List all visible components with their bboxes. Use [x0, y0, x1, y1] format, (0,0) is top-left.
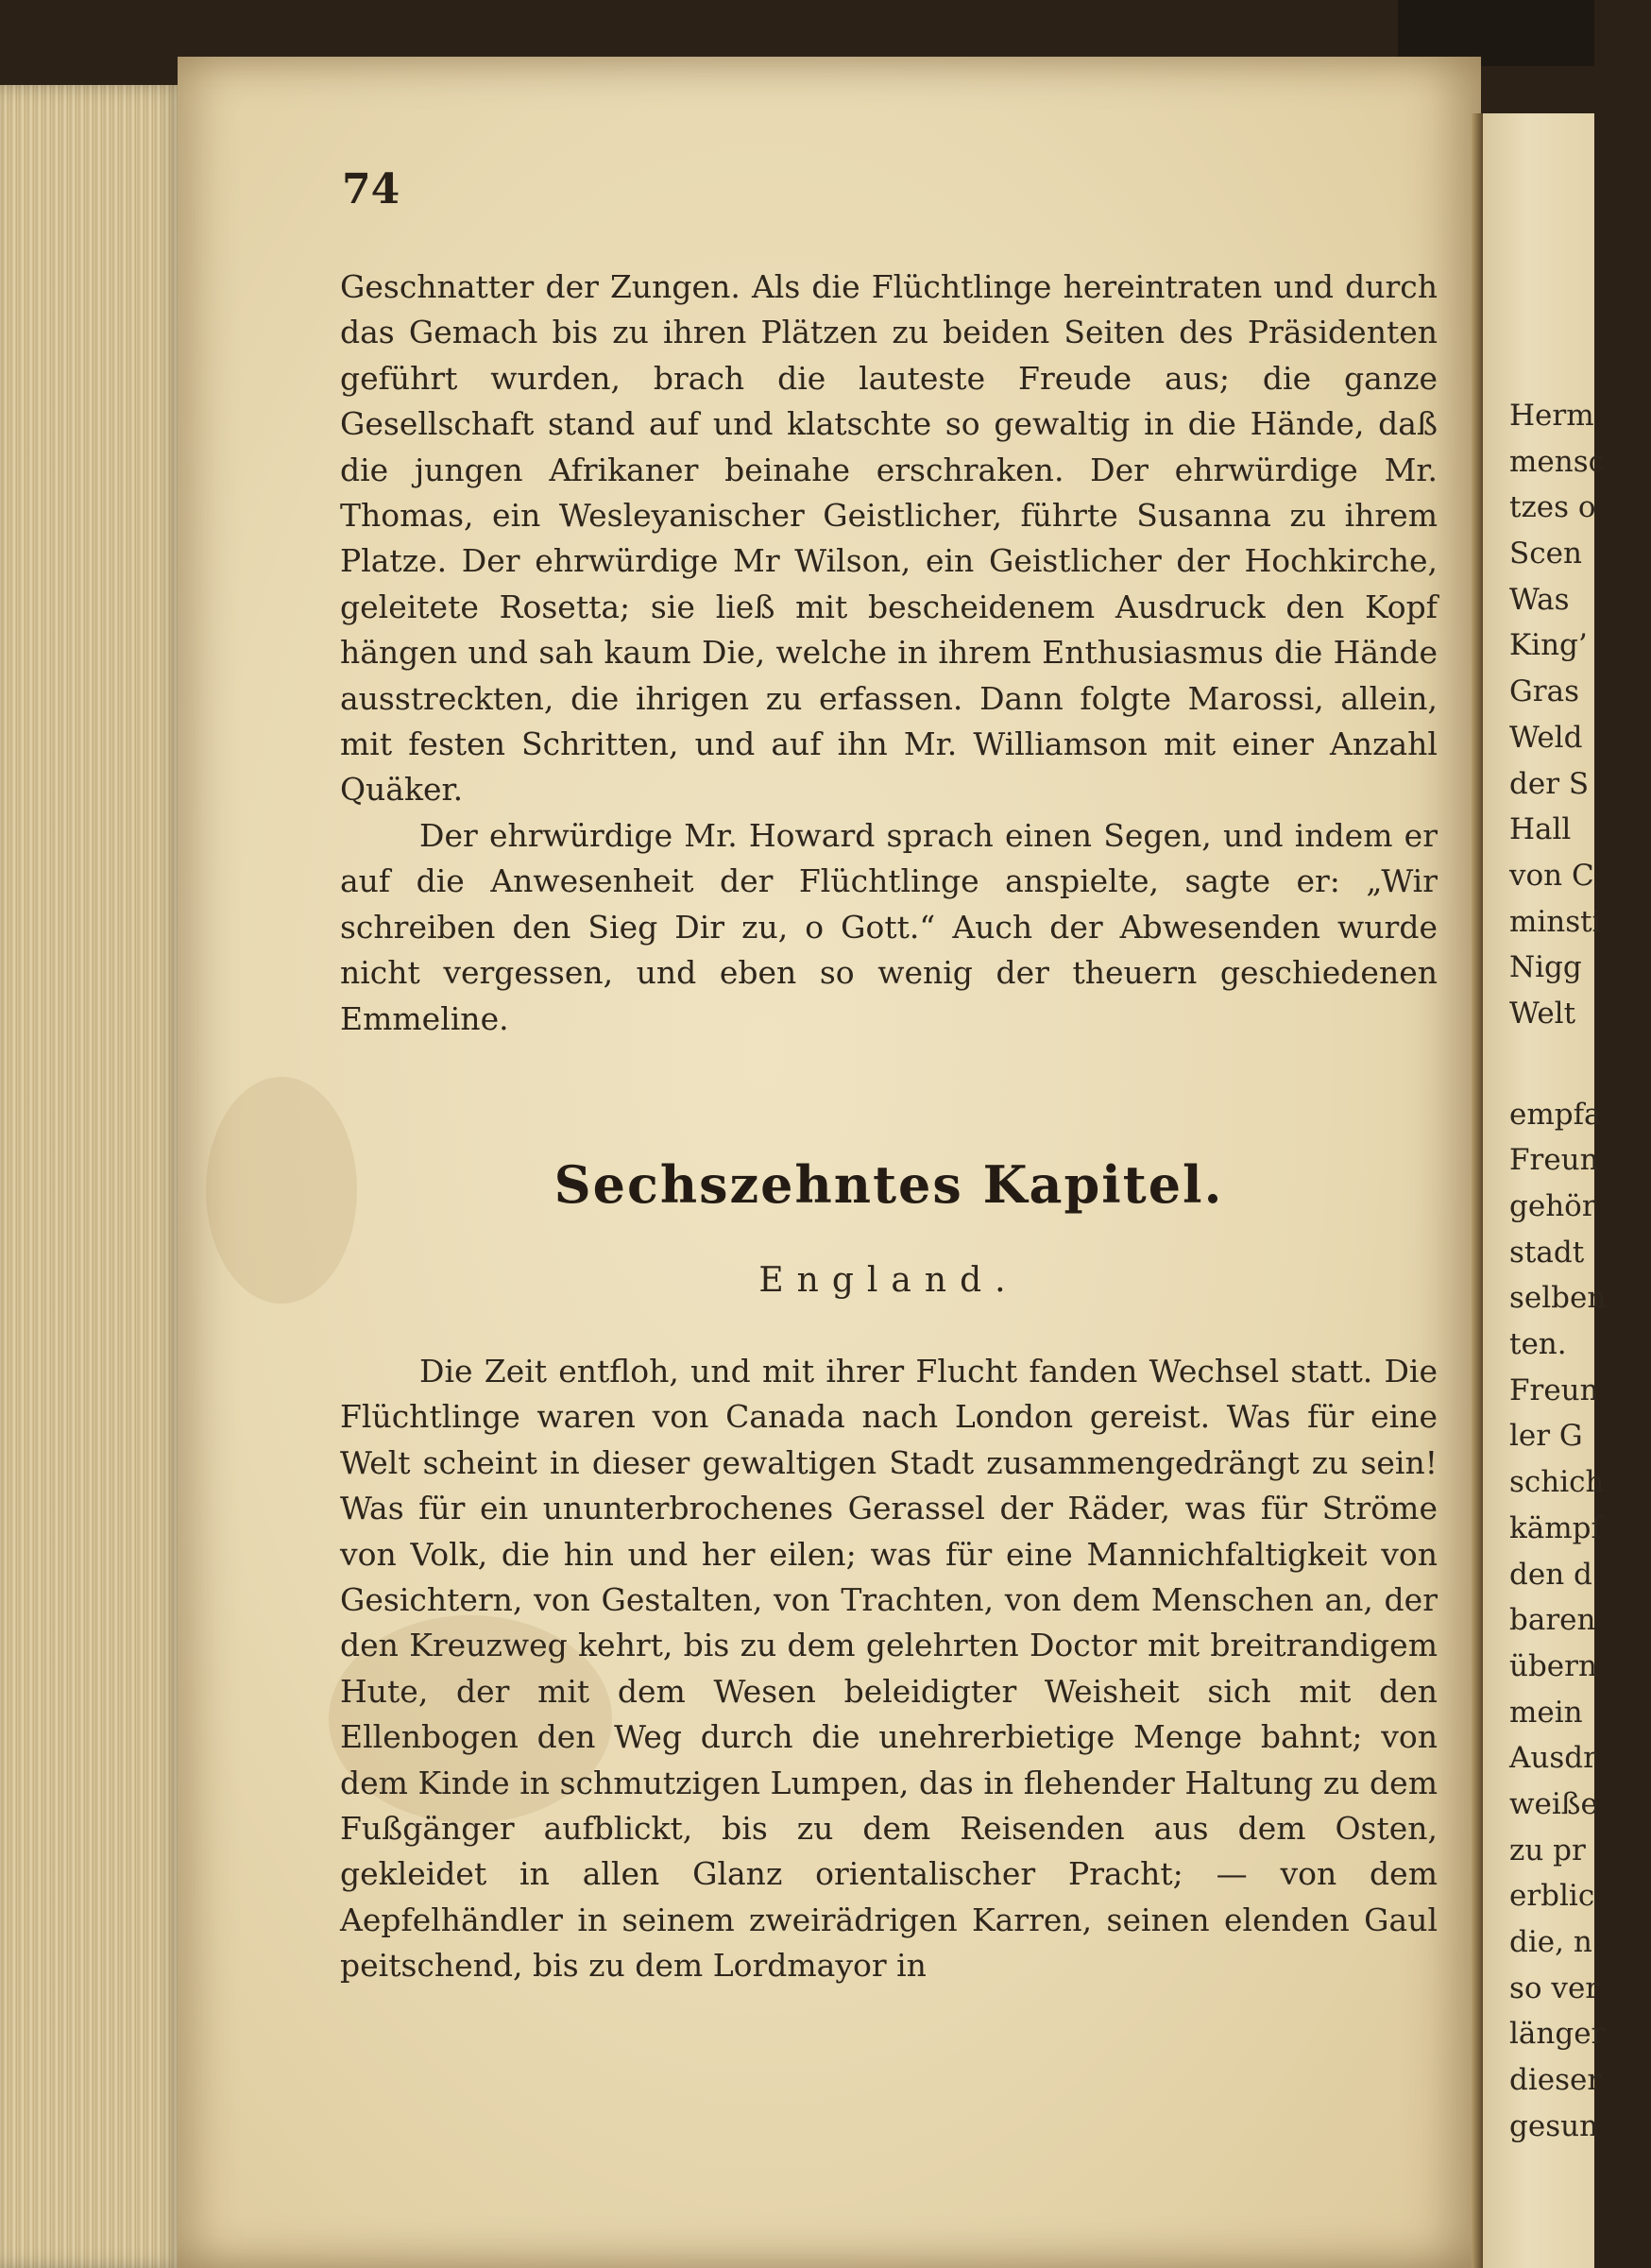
next-page-line: Freun [1509, 1143, 1599, 1178]
next-page-line: King’ [1509, 628, 1588, 663]
next-page-line: dieser [1509, 2063, 1602, 2098]
chapter-subtitle: England. [758, 1261, 1019, 1300]
next-page-line: ler G [1509, 1419, 1583, 1454]
page-number: 74 [342, 165, 400, 213]
next-page-line: länger [1509, 2017, 1606, 2052]
paragraph: Der ehrwürdige Mr. Howard sprach einen Segen, und indem er auf die Anwesenheit der Flüchtlinge anspielte, sagte er: „Wir schreiben den Sieg Dir zu, o Gott.“ Auch der Abwesenden wurde nicht vergessen, und eben so wenig der theuern geschiedenen Emmeline. [340, 816, 1438, 1037]
next-page-line: gehör [1509, 1189, 1596, 1223]
body-text-top [340, 264, 1438, 1042]
next-page-line: den d [1509, 1557, 1592, 1592]
next-page-line: minsti [1509, 904, 1602, 939]
paragraph: Die Zeit entfloh, und mit ihrer Flucht fanden Wechsel statt. Die Flüchtlinge waren von Canada nach London gereist. Was für eine Welt scheint in dieser gewaltigen Stadt zusammengedrängt zu sein! Was für ein ununterbrochenes Gerassel der Räder, was für Ströme von Volk, die hin und her eilen; was für eine Mannichfaltigkeit von Gesichtern, von Gestalten, von Trachten, von dem Menschen an, der den Kreuzweg kehrt, bis zu dem gelehrten Doctor mit breitrandigem Hute, der mit dem Wesen beleidigter Weisheit sich mit den Ellenbogen den Weg durch die unehrerbietige Menge bahnt; von dem Kinde in schmutzigen Lumpen, das in flehender Haltung zu dem Fußgänger aufblickt, bis zu dem Reisenden aus dem Osten, gekleidet in allen Glanz orientalischer Pracht; — von dem Aepfelhändler in seinem zweirädrigen Karren, seinen elenden Gaul peitschend, bis zu dem Lordmayor in [340, 1353, 1438, 1985]
next-page-line: der S [1509, 766, 1590, 801]
next-page-line: die, n [1509, 1925, 1592, 1959]
next-page-line: kämpf [1509, 1510, 1602, 1545]
next-page-line: Ausdr [1509, 1741, 1597, 1776]
next-page-line: zu pr [1509, 1833, 1586, 1867]
next-page-line: baren [1509, 1603, 1596, 1638]
next-page-line: gesun [1509, 2108, 1599, 2143]
next-page-line: Hall [1509, 812, 1572, 847]
next-page-line: mensc [1509, 444, 1605, 479]
next-page-line: Welt [1509, 996, 1576, 1031]
page-edges [0, 85, 184, 2268]
next-page-line: erblic [1509, 1879, 1595, 1914]
paragraph: Geschnatter der Zungen. Als die Flüchtlinge hereintraten und durch das Gemach bis zu ihren Plätzen zu beiden Seiten des Präsidenten geführt wurden, brach die lauteste Freude aus; die ganze Gesellschaft stand auf und klatschte so gewaltig in die Hände, daß die jungen Afrikaner beinahe erschraken. Der ehrwürdige Mr. Thomas, ein Wesleyanischer Geistlicher, führte Susanna zu ihrem Platze. Der ehrwürdige Mr Wilson, ein Geistlicher der Hochkirche, geleitete Rosetta; sie ließ mit bescheidenem Ausdruck den Kopf hängen und sah kaum Die, welche in ihrem Enthusiasmus die Hände ausstreckten, die ihrigen zu erfassen. Dann folgte Marossi, allein, mit festen Schritten, und auf ihn Mr. Williamson mit einer Anzahl Quäker. [340, 268, 1438, 809]
next-page-line: weiße [1509, 1786, 1598, 1821]
next-page-line: schich [1509, 1465, 1605, 1500]
chapter-title: Sechszehntes Kapitel. [553, 1154, 1224, 1215]
next-page-line: übern [1509, 1648, 1597, 1683]
body-text-bottom [340, 1349, 1438, 1989]
next-page-line: Gras [1509, 674, 1579, 709]
next-page-line: selben [1509, 1281, 1607, 1316]
next-page-line: Nigg [1509, 950, 1582, 985]
next-page-line: Scen [1509, 537, 1582, 571]
next-page-line: Weld [1509, 720, 1583, 755]
next-page-line: mein [1509, 1695, 1583, 1730]
next-page-line: tzes o [1509, 490, 1596, 525]
next-page-lines [1509, 393, 1651, 2149]
next-page-gap [1509, 1037, 1651, 1092]
next-page-line: von C [1509, 858, 1594, 893]
next-page-line: ten. [1509, 1327, 1567, 1362]
next-page-line: so ver [1509, 1970, 1600, 2005]
next-page-fragment [1483, 113, 1607, 2268]
next-page-line: Herm [1509, 399, 1594, 433]
next-page-line: Freun [1509, 1373, 1599, 1407]
next-page-line: stadt [1509, 1235, 1585, 1270]
next-page-line: Was [1509, 582, 1570, 617]
paper-stain [206, 1077, 357, 1304]
next-page-line: empfa [1509, 1097, 1602, 1132]
